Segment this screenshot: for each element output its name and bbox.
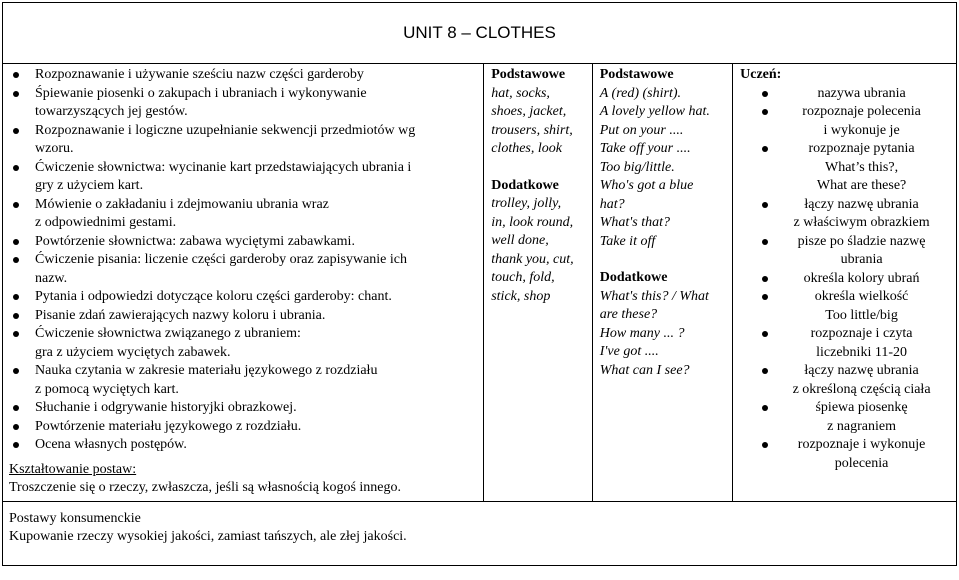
structures-basic-heading: Podstawowe <box>599 67 674 82</box>
activities-list <box>9 66 475 455</box>
text-line: Too little/big <box>825 307 898 323</box>
text-line: ubrania <box>840 252 883 267</box>
activities-cell <box>3 64 484 502</box>
text-line: A lovely yellow hat. <box>599 104 710 119</box>
text-line: rozpoznaje pytania <box>808 141 915 156</box>
activity-item <box>9 362 475 399</box>
student-outcome-item <box>740 325 951 362</box>
text-line: określa wielkość <box>814 289 909 304</box>
student-outcome-item <box>740 288 951 325</box>
activity-item <box>9 122 475 159</box>
structures-extra-list <box>600 288 727 381</box>
text-line: gry z użyciem kart. <box>35 178 144 193</box>
text-line: shoes, jacket, <box>491 104 567 119</box>
text-line: Pytania i odpowiedzi dotyczące koloru części garderoby: chant. <box>35 289 392 304</box>
text-line: stick, shop <box>491 288 551 304</box>
text-line: How many ... ? <box>599 325 685 341</box>
text-line: polecenia <box>834 455 889 471</box>
structures-extra-heading: Dodatkowe <box>599 270 668 285</box>
text-line: trousers, shirt, <box>491 122 573 138</box>
attitudes-heading: Kształtowanie postaw: <box>9 461 137 477</box>
student-outcome-item <box>740 233 951 270</box>
vocab-basic-list <box>491 85 587 159</box>
text-line: thank you, cut, <box>491 251 574 267</box>
unit-title: UNIT 8 – CLOTHES <box>3 3 957 64</box>
text-line: hat, socks, <box>491 85 550 101</box>
text-line: What can I see? <box>599 362 690 378</box>
text-line: touch, fold, <box>491 270 555 285</box>
text-line: nazw. <box>35 270 68 286</box>
student-outcome-item <box>740 85 951 104</box>
activity-item <box>9 418 475 437</box>
text-line: rozpoznaje polecenia <box>802 104 921 119</box>
student-outcome-item <box>740 196 951 233</box>
text-line: śpiewa piosenkę <box>815 400 908 415</box>
text-line: z właściwym obrazkiem <box>793 215 930 230</box>
text-line: z nagraniem <box>827 418 896 434</box>
text-line: określa kolory ubrań <box>803 270 920 286</box>
text-line: Śpiewanie piosenki o zakupach i ubraniach i wykonywanie <box>35 85 367 101</box>
text-line: Powtórzenie materiału językowego z rozdziału. <box>35 418 302 434</box>
text-line: in, look round, <box>491 214 574 230</box>
text-line: What's this? / What <box>599 288 709 304</box>
text-line: What are these? <box>816 178 907 193</box>
text-line: Mówienie o zakładaniu i zdejmowaniu ubrania wraz <box>35 196 329 212</box>
text-line: rozpoznaje i czyta <box>810 326 913 341</box>
consumer-heading: Postawy konsumenckie <box>9 510 141 526</box>
text-line: Put on your .... <box>599 122 684 138</box>
activity-item <box>9 325 475 362</box>
text-line: Ćwiczenie słownictwa związanego z ubraniem: <box>35 326 301 341</box>
activity-item <box>9 251 475 288</box>
activity-item <box>9 307 475 326</box>
attitudes-text: Troszczenie się o rzeczy, zwłaszcza, jeśli są własnością kogoś innego. <box>9 480 401 495</box>
text-line: gra z użyciem wyciętych zabawek. <box>35 344 231 360</box>
text-line: Ćwiczenie słownictwa: wycinanie kart przedstawiających ubrania i <box>35 159 412 175</box>
text-line: pisze po śladzie nazwę <box>797 233 926 249</box>
activity-item <box>9 159 475 196</box>
curriculum-table <box>2 2 957 566</box>
text-line: Who's got a blue <box>599 178 694 193</box>
activity-item <box>9 196 475 233</box>
vocab-basic-heading: Podstawowe <box>491 67 566 82</box>
student-outcome-item <box>740 140 951 196</box>
text-line: hat? <box>599 196 625 212</box>
vocab-extra-list <box>491 195 587 306</box>
student-outcome-item <box>740 103 951 140</box>
text-line: i wykonuje je <box>823 122 900 138</box>
activity-item <box>9 288 475 307</box>
text-line: I've got .... <box>599 344 659 359</box>
activity-item <box>9 66 475 85</box>
student-outcomes-list <box>740 85 951 474</box>
text-line: Pisanie zdań zawierających nazwy koloru i ubrania. <box>35 307 326 323</box>
activity-item <box>9 233 475 252</box>
text-line: clothes, look <box>491 141 562 156</box>
text-line: łączy nazwę ubrania <box>804 363 919 378</box>
attitudes-section <box>9 461 475 498</box>
student-heading: Uczeń: <box>740 67 782 82</box>
text-line: What’s this?, <box>825 159 899 175</box>
text-line: wzoru. <box>35 141 74 156</box>
structures-cell <box>592 64 732 502</box>
text-line: Ćwiczenie pisania: liczenie części garderoby oraz zapisywanie ich <box>35 252 407 267</box>
student-outcomes-cell <box>733 64 957 502</box>
text-line: łączy nazwę ubrania <box>804 196 919 212</box>
text-line: Słuchanie i odgrywanie historyjki obrazkowej. <box>35 400 297 415</box>
text-line: well done, <box>491 233 549 248</box>
text-line: Take off your .... <box>599 141 691 156</box>
student-outcome-item <box>740 399 951 436</box>
consumer-text: Kupowanie rzeczy wysokiej jakości, zamiast tańszych, ale złej jakości. <box>9 529 407 544</box>
text-line: Powtórzenie słownictwa: zabawa wyciętymi zabawkami. <box>35 233 355 249</box>
text-line: Rozpoznawanie i logiczne uzupełnianie sekwencji przedmiotów wg <box>35 122 416 138</box>
student-outcome-item <box>740 362 951 399</box>
text-line: Too big/little. <box>599 159 675 175</box>
text-line: rozpoznaje i wykonuje <box>797 437 926 452</box>
text-line: towarzyszących jej gestów. <box>35 104 188 119</box>
text-line: Rozpoznawanie i używanie sześciu nazw części garderoby <box>35 67 364 82</box>
text-line: trolley, jolly, <box>491 196 562 211</box>
structures-basic-list <box>600 85 727 252</box>
student-outcome-item <box>740 270 951 289</box>
student-outcome-item <box>740 436 951 473</box>
text-line: z określoną częścią ciała <box>792 381 931 397</box>
vocab-extra-heading: Dodatkowe <box>491 177 559 193</box>
text-line: z odpowiednimi gestami. <box>35 215 177 230</box>
activity-item <box>9 85 475 122</box>
vocabulary-cell <box>484 64 593 502</box>
text-line: What's that? <box>599 215 671 230</box>
activity-item <box>9 436 475 455</box>
activity-item <box>9 399 475 418</box>
text-line: z pomocą wyciętych kart. <box>35 381 179 397</box>
text-line: Ocena własnych postępów. <box>35 437 187 452</box>
text-line: Nauka czytania w zakresie materiału językowego z rozdziału <box>35 363 378 378</box>
text-line: are these? <box>599 307 658 322</box>
text-line: nazywa ubrania <box>817 85 906 101</box>
text-line: liczebniki 11-20 <box>816 344 907 360</box>
text-line: Take it off <box>599 233 656 249</box>
text-line: A (red) (shirt). <box>599 85 682 101</box>
consumer-attitudes-cell <box>3 501 957 565</box>
